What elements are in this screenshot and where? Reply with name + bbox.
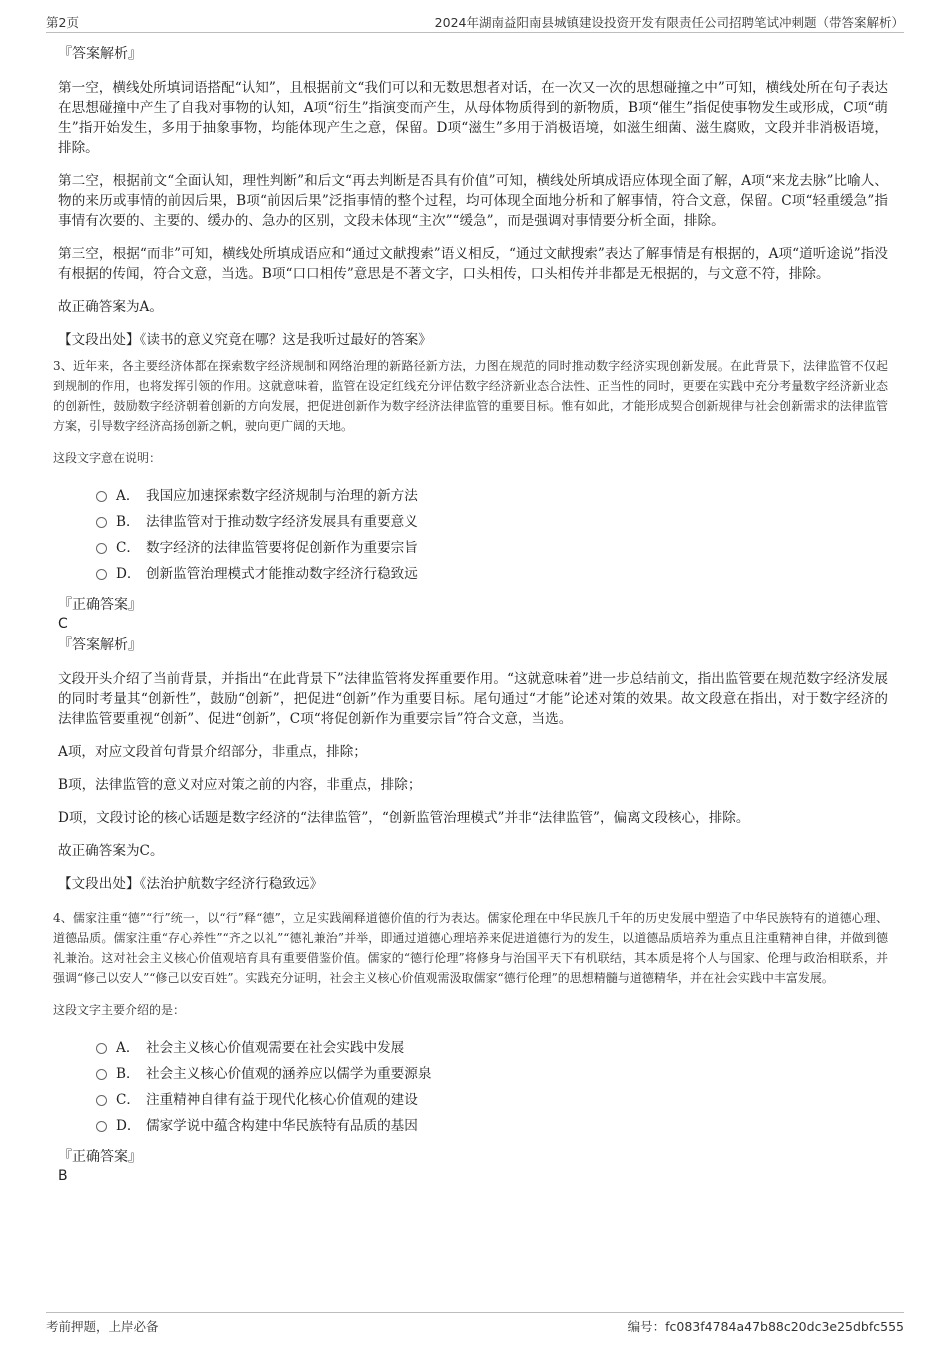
page-number: 第2页 [46,15,79,30]
document-body [53,44,888,1187]
question-stem: 3、近年来，各主要经济体都在探索数字经济规制和网络治理的新路径新方法，力图在规范的同时推动数字经济实现创新发展。在此背景下，法律监管不仅起到规制的作用，也将发挥引领的作用。这就意味着，监管在设定红线充分评估数字经济新业态合法性、正当性的同时，更要在实践中充分考量数字经济新业态的创新性，鼓励数字经济朝着创新的方向发展，把促进创新作为数字经济法律监管的重要目标。惟有如此，才能形成契合创新规律与社会创新需求的法律监管方案，引导数字经济高扬创新之帆，驶向更广阔的天地。 [53,359,888,433]
analysis-paragraph: 第三空，根据“而非”可知，横线处所填成语应和“通过文献搜索”语义相反，“通过文献搜索”表达了解事情是有根据的，A项“道听途说”指没有根据的传闻，符合文意，当选。B项“口口相传”意思是不著文字，口头相传，口头相传并非都是无根据的，与文意不符，排除。 [58,246,888,282]
question-stem: 4、儒家注重“德”“行”统一，以“行”释“德”，立足实践阐释道德价值的行为表达。儒家伦理在中华民族几千年的历史发展中塑造了中华民族特有的道德心理、道德品质。儒家注重“存心养性”“齐之以礼”“德礼兼治”并举，即通过道德心理培养来促进道德行为的发生，以道德品质培养为重点且注重精神自律，并做到德礼兼治。这对社会主义核心价值观培育具有重要借鉴价值。儒家的“德行伦理”将修身与治国平天下有机联结，其本质是将个人与国家、伦理与政治相联系，并强调“修己以安人”“修己以安百姓”。实践充分证明，社会主义核心价值观需汲取儒家“德行伦理”的思想精髓与道德精华，并在社会实践中丰富发展。 [53,911,888,985]
question-prompt: 这段文字意在说明： [53,451,162,465]
analysis-paragraph: B项，法律监管的意义对应对策之前的内容，非重点，排除； [58,777,422,793]
page-header [46,12,904,33]
radio-icon[interactable] [96,1043,107,1054]
option-b[interactable]: B． 法律监管对于推动数字经济发展具有重要意义 [96,509,888,535]
option-d[interactable]: D． 创新监管治理模式才能推动数字经济行稳致远 [96,561,888,587]
answer-conclusion: 故正确答案为C。 [58,843,164,859]
analysis-paragraph: 第一空，横线处所填词语搭配“认知”，且根据前文“我们可以和无数思想者对话，在一次又一次的思想碰撞之中”可知，横线处所在句子表达在思想碰撞中产生了自我对事物的认知，A项“衍生”指演变而产生，从母体物质得到的新物质，B项“催生”指促使事物发生或形成，C项“萌生”指开始发生，多用于抽象事物，均能体现产生之意，保留。D项“滋生”多用于消极语境，如滋生细菌、滋生腐败，文段并非消极语境，排除。 [58,80,888,156]
radio-icon[interactable] [96,517,107,528]
analysis-paragraph: 文段开头介绍了当前背景，并指出“在此背景下”法律监管将发挥重要作用。“这就意味着”进一步总结前文，指出监管要在规范数字经济发展的同时考量其“创新性”，鼓励“创新”，把促进“创新”作为重要目标。尾句通过“才能”论述对策的效果。故文段意在指出，对于数字经济的法律监管要重视“创新”、促进“创新”，C项“将促创新作为重要宗旨”符合文意，当选。 [58,671,888,727]
document-title: 2024年湖南益阳南县城镇建设投资开发有限责任公司招聘笔试冲刺题（带答案解析） [434,15,904,30]
radio-icon[interactable] [96,1095,107,1106]
option-a[interactable]: A． 社会主义核心价值观需要在社会实践中发展 [96,1035,888,1061]
passage-source: 【文段出处】《读书的意义究竟在哪？这是我听过最好的答案》 [58,332,432,348]
correct-answer: B [58,1168,68,1184]
option-list [58,483,888,587]
document-code: 编号：fc083f4784a47b88c20dc3e25dbfc555 [627,1319,904,1334]
answer-conclusion: 故正确答案为A。 [58,299,163,315]
analysis-paragraph: A项，对应文段首句背景介绍部分，非重点，排除； [58,744,367,760]
correct-answer-tag: 『正确答案』 [58,1149,142,1165]
passage-source: 【文段出处】《法治护航数字经济行稳致远》 [58,876,324,892]
radio-icon[interactable] [96,543,107,554]
correct-answer-tag: 『正确答案』 [58,597,142,613]
analysis-tag: 『答案解析』 [58,637,142,653]
radio-icon[interactable] [96,569,107,580]
option-c[interactable]: C． 数字经济的法律监管要将促创新作为重要宗旨 [96,535,888,561]
correct-answer: C [58,616,68,632]
option-a[interactable]: A． 我国应加速探索数字经济规制与治理的新方法 [96,483,888,509]
radio-icon[interactable] [96,1121,107,1132]
option-d[interactable]: D． 儒家学说中蕴含构建中华民族特有品质的基因 [96,1113,888,1139]
option-b[interactable]: B． 社会主义核心价值观的涵养应以儒学为重要源泉 [96,1061,888,1087]
option-c[interactable]: C． 注重精神自律有益于现代化核心价值观的建设 [96,1087,888,1113]
analysis-paragraph: 第二空，根据前文“全面认知，理性判断”和后文“再去判断是否具有价值”可知，横线处所填成语应体现全面了解，A项“来龙去脉”比喻人、物的来历或事情的前因后果，B项“前因后果”泛指事情的整个过程，均可体现全面地分析和了解事情，符合文意，保留。C项“轻重缓急”指事情有次要的、主要的、缓办的、急办的区别，文段未体现“主次”“缓急”，而是强调对事情要分析全面，排除。 [58,173,888,229]
radio-icon[interactable] [96,1069,107,1080]
footer-slogan: 考前押题，上岸必备 [46,1319,159,1334]
radio-icon[interactable] [96,491,107,502]
analysis-paragraph: D项，文段讨论的核心话题是数字经济的“法律监管”，“创新监管治理模式”并非“法律监管”，偏离文段核心，排除。 [58,810,750,826]
question-prompt: 这段文字主要介绍的是： [53,1003,186,1017]
analysis-tag: 『答案解析』 [58,46,142,62]
page-footer [46,1312,904,1335]
option-list [58,1035,888,1139]
